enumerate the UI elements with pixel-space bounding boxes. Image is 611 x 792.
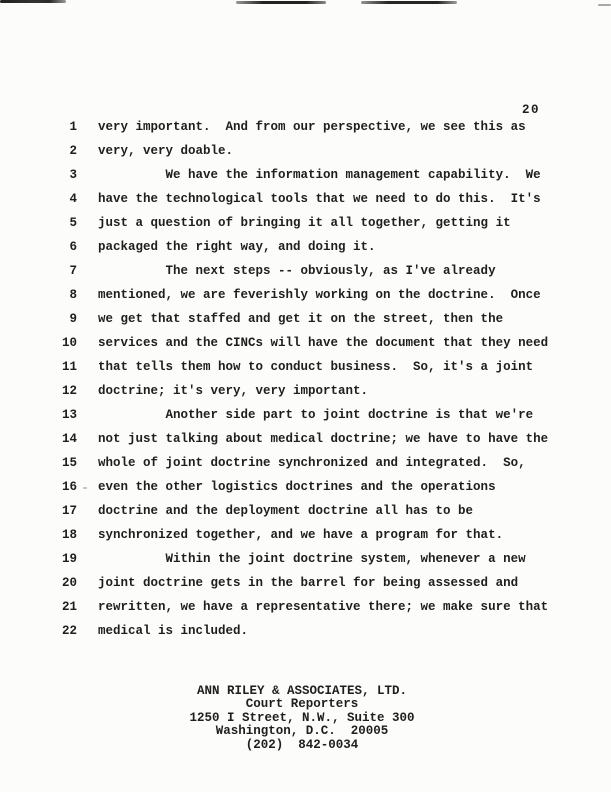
line-text: rewritten, we have a representative there; we make sure that <box>98 600 549 614</box>
line-number: 20 <box>61 576 77 590</box>
line-number: 14 <box>61 432 77 446</box>
transcript-line <box>0 475 611 499</box>
line-number: 21 <box>61 600 77 614</box>
scan-smudge-artifact <box>598 4 611 6</box>
footer-phone: (202) 842-0034 <box>245 737 359 752</box>
page-number: 20 <box>522 103 541 117</box>
line-number: 7 <box>69 264 77 278</box>
line-number: 16 <box>61 480 77 494</box>
transcript-line <box>0 595 611 619</box>
transcript-line <box>0 499 611 523</box>
line-text: Within the joint doctrine system, whenever a new <box>98 552 526 566</box>
footer-company-name: ANN RILEY & ASSOCIATES, LTD. <box>196 684 408 698</box>
line-text: The next steps -- obviously, as I've already <box>98 264 496 278</box>
footer-street-address: 1250 I Street, N.W., Suite 300 <box>189 710 415 725</box>
line-number: 2 <box>69 144 77 158</box>
transcript-line <box>0 619 611 643</box>
line-text: doctrine; it's very, very important. <box>98 384 369 398</box>
transcript-line <box>0 283 611 307</box>
transcript-line <box>0 403 611 427</box>
transcript-line <box>0 571 611 595</box>
line-text: that tells them how to conduct business. So, it's a joint <box>98 360 534 374</box>
line-number: 17 <box>61 504 77 518</box>
transcript-line <box>0 235 611 259</box>
transcript-line <box>0 307 611 331</box>
line-text: doctrine and the deployment doctrine all has to be <box>98 504 474 518</box>
line-text: Another side part to joint doctrine is that we're <box>98 408 534 422</box>
transcript-line <box>0 523 611 547</box>
line-text: packaged the right way, and doing it. <box>98 240 376 254</box>
transcript-line <box>0 211 611 235</box>
transcript-line <box>0 139 611 163</box>
line-text: services and the CINCs will have the document that they need <box>98 336 549 350</box>
line-number: 15 <box>61 456 77 470</box>
line-number: 12 <box>61 384 77 398</box>
line-text: mentioned, we are feverishly working on the doctrine. Once <box>98 288 541 302</box>
transcript-line <box>0 115 611 139</box>
line-text: medical is included. <box>98 624 249 638</box>
transcript-line <box>0 547 611 571</box>
scan-smudge-artifact <box>361 1 457 4</box>
line-number: 11 <box>61 360 77 374</box>
transcript-line <box>0 355 611 379</box>
line-text: joint doctrine gets in the barrel for being assessed and <box>98 576 519 590</box>
line-text: just a question of bringing it all together, getting it <box>98 216 511 230</box>
line-number: 13 <box>61 408 77 422</box>
line-number: 1 <box>69 120 77 134</box>
line-text: very important. And from our perspective, we see this as <box>98 120 526 134</box>
transcript-line <box>0 427 611 451</box>
line-number: 19 <box>61 552 77 566</box>
line-text: have the technological tools that we need to do this. It's <box>98 192 541 206</box>
line-number: 18 <box>61 528 77 542</box>
line-number: 22 <box>61 624 77 638</box>
line-number: 4 <box>69 192 77 206</box>
line-text: synchronized together, and we have a program for that. <box>98 528 504 542</box>
line-text: whole of joint doctrine synchronized and integrated. So, <box>98 456 526 470</box>
transcript-line <box>0 451 611 475</box>
line-number: 9 <box>69 312 77 326</box>
transcript-line <box>0 163 611 187</box>
footer-company-role: Court Reporters <box>245 697 359 712</box>
reporter-footer <box>0 685 604 752</box>
line-number: 3 <box>69 168 77 182</box>
line-text: we get that staffed and get it on the street, then the <box>98 312 504 326</box>
line-text: We have the information management capability. We <box>98 168 541 182</box>
transcript-line <box>0 259 611 283</box>
line-number: 6 <box>69 240 77 254</box>
scan-smudge-artifact <box>0 0 66 3</box>
footer-city-address: Washington, D.C. 20005 <box>215 724 389 739</box>
line-number: 8 <box>69 288 77 302</box>
line-text: very, very doable. <box>98 144 234 158</box>
line-text: not just talking about medical doctrine; we have to have the <box>98 432 549 446</box>
transcript-line <box>0 331 611 355</box>
line-number: 10 <box>61 336 77 350</box>
line-text: even the other logistics doctrines and the operations <box>98 480 496 494</box>
scan-smudge-artifact <box>236 1 326 4</box>
transcript-line <box>0 187 611 211</box>
line-number: 5 <box>69 216 77 230</box>
transcript-body <box>0 115 611 643</box>
transcript-line <box>0 379 611 403</box>
